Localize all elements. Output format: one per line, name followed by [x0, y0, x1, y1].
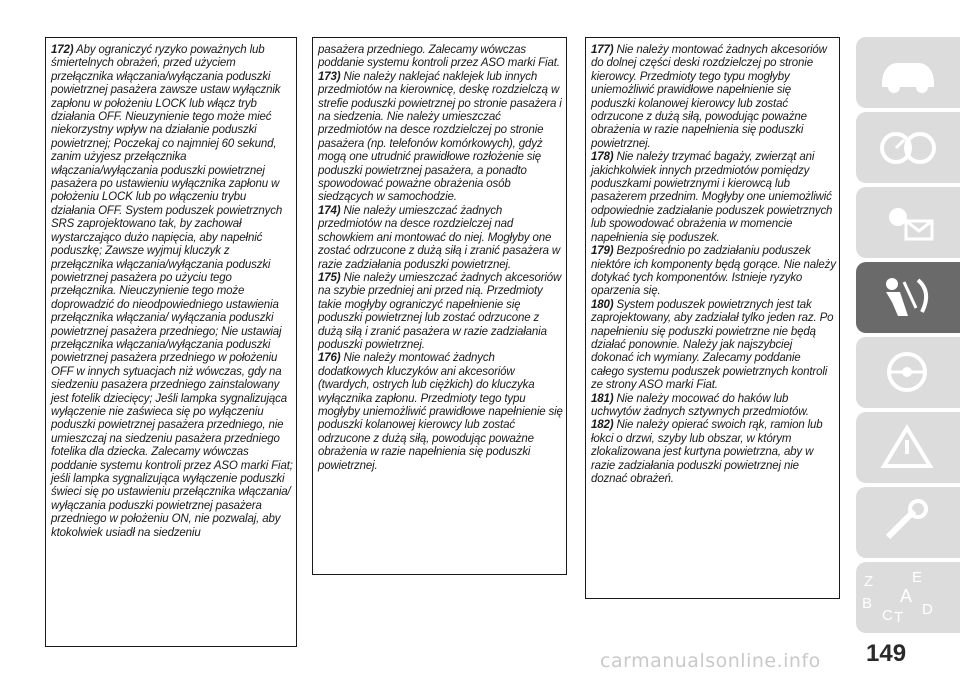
warning-text: Nie należy naklejać naklejek lub innych przedmiotów na kierownicę, deskę rozdzielczą w strefie poduszki powietrznej po stronie pasażera i na siedzenia. Nie należy umieszczać przedmiotów na desce rozdzielczej po stronie pasażera (np. telefonów komórkowych), gdyż mogą one utrudnić prawidłowe rozłożenie się poduszki powietrznej pasażera, a ponadto spowodować poważne obrażenia osób siedzących w samochodzie.	[318, 70, 562, 204]
tab-car-dashboard[interactable]	[856, 37, 960, 108]
airbag-safety-icon	[876, 272, 938, 322]
tab-emergency[interactable]	[856, 412, 960, 483]
warning-item-continued	[318, 44, 563, 71]
index-letter: A	[900, 586, 913, 606]
tab-warning-lights[interactable]	[856, 187, 960, 258]
warning-item-176	[318, 352, 563, 473]
warning-text: pasażera przedniego. Zalecamy wówczas poddanie systemu kontroli przez ASO marki Fiat.	[318, 44, 560, 70]
warning-text: Nie należy umieszczać żadnych akcesoriów na szybie przedniej ani przed nią. Przedmioty takie mogłyby ograniczyć napełnienie się poduszki powietrznej lub zostać odrzucone z dużą siłą i zranić pasażera w razie zadziałania poduszki powietrznej.	[318, 271, 562, 351]
warning-text: Nie należy montować żadnych dodatkowych kluczyków ani akcesoriów (twardych, ostrych lub ciężkich) do kluczyka wyłącznika zapłonu. Przedmioty tego typu mogłyby uniemożliwić prawidłowe napełnienie się poduszki kolanowej kierowcy lub zostać odrzucone z dużą siłą, powodując poważne obrażenia w razie napełnienia się poduszki powietrznej.	[318, 352, 563, 472]
warning-text: Nie należy mocować do haków lub uchwytów żadnych sztywnych przedmiotów.	[591, 392, 809, 418]
warning-item-178	[591, 151, 836, 245]
maintenance-icon	[876, 497, 938, 547]
warning-item-182	[591, 419, 836, 486]
warning-text: Nie należy umieszczać żadnych przedmiotów na desce rozdzielczej nad schowkiem ani montować do niej. Mogłyby one zostać odrzucone z dużą siłą i zranić pasażera w razie zadziałania poduszki powietrznej.	[318, 204, 561, 271]
index-letter: T	[894, 609, 904, 624]
warning-text: Nie należy trzymać bagaży, zwierząt ani jakichkolwiek innych przedmiotów pomiędzy poduszkami powietrznymi i kierowcą lub pasażerem przednim. Mogłyby one uniemożliwić odpowiednie zadziałanie poduszek powietrznych lub spowodować obrażenia w momencie napełnienia się poduszek.	[591, 151, 833, 244]
warning-item-172	[51, 44, 293, 540]
warning-text: Nie należy opierać swoich rąk, ramion lub łokci o drzwi, szyby lub obszar, w którym zlokalizowana jest kurtyna powietrzna, aby w razie zadziałania poduszki powietrznej nie doznać obrażeń.	[591, 419, 823, 485]
warning-item-173	[318, 71, 563, 205]
tab-maintenance[interactable]	[856, 487, 960, 558]
page-number: 149	[866, 640, 907, 667]
warning-text: System poduszek powietrznych jest tak zaprojektowany, aby zadziałał tylko jeden raz. Po napełnieniu się poduszki powietrzne nie będą działać ponownie. Należy jak najszybciej dokonać ich wymiany. Zalecamy poddanie całego systemu poduszek powietrznych kontroli ze strony ASO marki Fiat.	[591, 298, 834, 392]
index-letter: D	[922, 601, 933, 618]
warning-item-179	[591, 245, 836, 299]
warning-number: 172)	[51, 44, 74, 56]
tab-instrument-panel[interactable]	[856, 112, 960, 183]
tab-airbag-safety[interactable]	[856, 262, 960, 333]
warning-number: 181)	[591, 392, 614, 405]
watermark-text: carmanualsonline.info	[600, 650, 821, 672]
warnings-column-2	[312, 37, 567, 575]
warning-number: 175)	[318, 271, 341, 284]
tab-starting-driving[interactable]	[856, 337, 960, 408]
warning-item-175	[318, 272, 563, 352]
warnings-column-1	[45, 37, 297, 647]
index-letter: B	[862, 595, 873, 612]
warning-number: 179)	[591, 245, 614, 258]
car-dashboard-icon	[876, 47, 938, 97]
index-letter: C	[882, 607, 893, 624]
warning-item-181	[591, 393, 836, 420]
warning-lights-icon	[876, 197, 938, 247]
warning-item-177	[591, 44, 836, 151]
warnings-column-3	[585, 37, 840, 599]
warning-item-174	[318, 205, 563, 272]
warning-number: 180)	[591, 298, 614, 311]
warning-text: Aby ograniczyć ryzyko poważnych lub śmiertelnych obrażeń, przed użyciem przełącznika włączania/wyłączania poduszki powietrznej pasażera zawsze ustaw wyłącznik zapłonu w położeniu LOCK lub włącz tryb działania OFF. Nieuzynienie tego może mieć niekorzystny wpływ na działanie poduszki powietrznej; Poczekaj co najmniej 60 sekund, zanim użyjesz przełącznika włączania/wyłączania poduszki powietrznej pasażera po ustawieniu wyłącznika zapłonu w położeniu LOCK lub po włączeniu trybu działania OFF. System poduszek powietrznych SRS zaprojektowano tak, by zachował wystarczająco dużo napięcia, aby napełnić poduszkę; Zawsze wyjmuj kluczyk z przełącznika włączania/wyłączania poduszki powietrznej pasażera po użyciu tego przełącznika. Nieuczynienie tego może doprowadzić do nieodpowiedniego ustawienia przełącznika włączania/ wyłączania poduszki powietrznej pasażera przedniego; Nie ustawiaj przełącznika włączania/wyłączania poduszki powietrznej pasażera przedniego w położeniu OFF w innych sytuacjach niż wówczas, gdy na siedzeniu pasażera przedniego zainstalowany jest fotelik dziecięcy; Jeśli lampka sygnalizująca wyłączenie nie zaświeca się po wyłączeniu poduszki powietrznej pasażera przedniego, nie umieszczaj na siedzeniu pasażera przedniego fotelika dla dziecka. Zalecamy wówczas poddanie systemu kontroli przez ASO marki Fiat; jeśli lampka sygnalizująca wyłączenie poduszki świeci się po ustawieniu przełącznika włączania/ wyłączania poduszki powietrznej pasażera przedniego w położeniu ON, nie pozwalaj, aby ktokolwiek usiadł na siedzeniu	[51, 44, 293, 539]
warning-number: 174)	[318, 204, 341, 217]
tab-index[interactable]	[856, 562, 960, 633]
warning-number: 173)	[318, 70, 341, 83]
index-icon	[860, 568, 944, 624]
warning-number: 182)	[591, 419, 614, 432]
warning-item-180	[591, 299, 836, 393]
index-letter: E	[912, 569, 923, 586]
warning-text: Nie należy montować żadnych akcesoriów do dolnej części deski rozdzielczej po stronie kierowcy. Przedmioty tego typu mogłyby uniemożliwić prawidłowe napełnienie się poduszki kolanowej kierowcy lub zostać odrzucone z dużą siłą, powodując poważne obrażenia w razie napełnienia się poduszki powietrznej.	[591, 44, 827, 150]
instrument-panel-icon	[876, 122, 938, 172]
index-letter: Z	[864, 573, 874, 590]
warning-number: 176)	[318, 352, 341, 365]
warning-number: 177)	[591, 44, 614, 56]
starting-driving-icon	[876, 347, 938, 397]
warning-number: 178)	[591, 151, 614, 164]
emergency-icon	[876, 422, 938, 472]
warning-text: Bezpośrednio po zadziałaniu poduszek niektóre ich komponenty będą gorące. Nie należy dotykać tych komponentów. Istnieje ryzyko oparzenia się.	[591, 245, 836, 298]
